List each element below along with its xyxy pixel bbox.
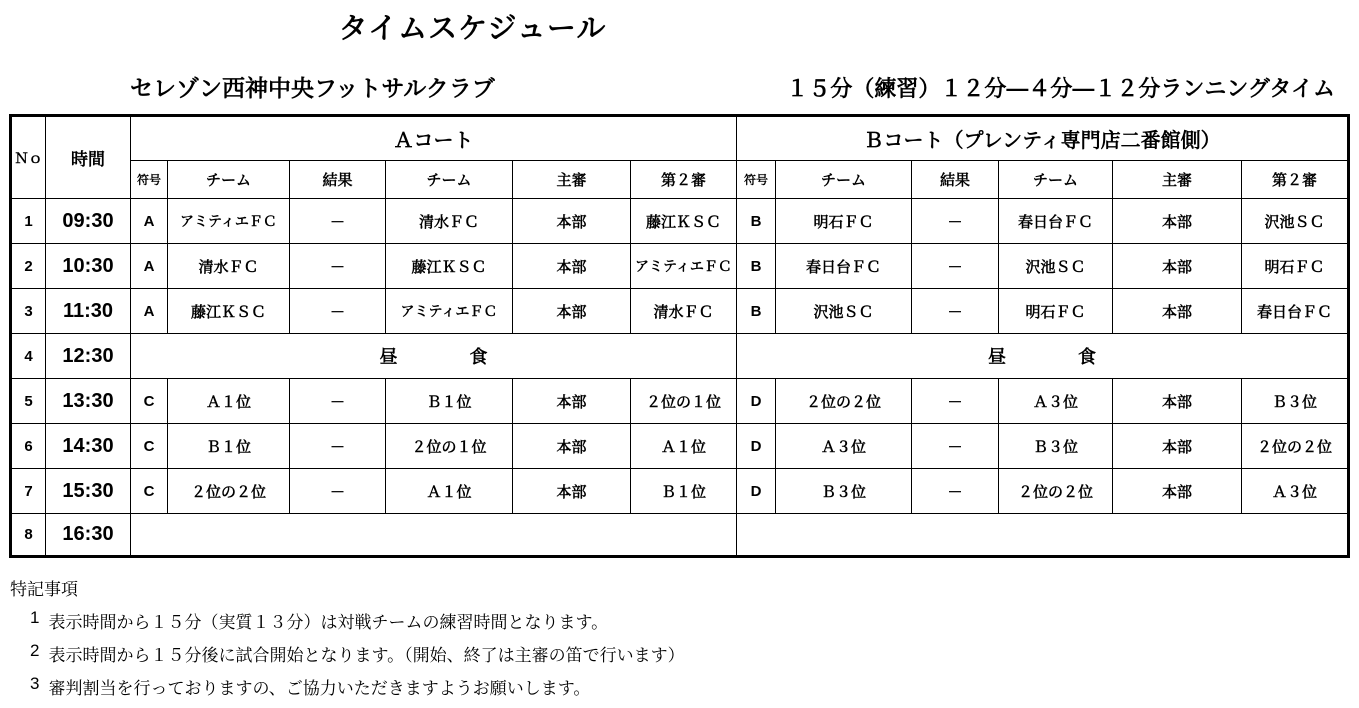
cell-b-team2: Ｂ３位 — [999, 424, 1113, 469]
cell-a-second-referee: Ｂ１位 — [631, 469, 737, 514]
note-text: 表示時間から１５分（実質１３分）は対戦チームの練習時間となります。 — [48, 613, 609, 632]
header-court-b: Ｂコート（プレンティ専門店二番館側） — [737, 116, 1349, 161]
cell-b-code: D — [737, 469, 776, 514]
header-b-team1: チーム — [776, 161, 912, 199]
cell-no: 2 — [11, 244, 46, 289]
cell-b-referee: 本部 — [1113, 424, 1242, 469]
page-title: タイムスケジュール — [338, 13, 607, 45]
note-item — [10, 608, 1359, 633]
cell-a-team1: Ａ１位 — [168, 379, 290, 424]
header-b-team2: チーム — [999, 161, 1113, 199]
cell-a-team2: ２位の１位 — [386, 424, 513, 469]
table-row — [11, 379, 1349, 424]
header-court-a: Ａコート — [131, 116, 737, 161]
header-b-result: 結果 — [912, 161, 999, 199]
cell-a-empty — [131, 514, 737, 557]
cell-time: 11:30 — [46, 289, 131, 334]
note-item — [10, 641, 1359, 666]
cell-b-result: － — [912, 199, 999, 244]
cell-time: 13:30 — [46, 379, 131, 424]
cell-b-team1: 沢池ＳＣ — [776, 289, 912, 334]
cell-a-team1: ２位の２位 — [168, 469, 290, 514]
note-text: 表示時間から１５分後に試合開始となります。（開始、終了は主審の笛で行います） — [48, 646, 685, 665]
cell-a-team2: 藤江ＫＳＣ — [386, 244, 513, 289]
header-no: Ｎｏ — [11, 116, 46, 199]
club-name: セレゾン西神中央フットサルクラブ — [130, 75, 495, 101]
cell-b-result: － — [912, 244, 999, 289]
cell-a-second-referee: 藤江ＫＳＣ — [631, 199, 737, 244]
cell-a-second-referee: ２位の１位 — [631, 379, 737, 424]
cell-b-result: － — [912, 424, 999, 469]
table-row — [11, 289, 1349, 334]
header-b-second-referee: 第２審 — [1242, 161, 1349, 199]
cell-no: 1 — [11, 199, 46, 244]
cell-b-second-referee: 春日台ＦＣ — [1242, 289, 1349, 334]
cell-b-lunch: 昼 食 — [737, 334, 1349, 379]
note-item — [10, 674, 1359, 699]
header-a-team2: チーム — [386, 161, 513, 199]
cell-b-second-referee: Ｂ３位 — [1242, 379, 1349, 424]
cell-a-referee: 本部 — [513, 379, 631, 424]
header-a-second-referee: 第２審 — [631, 161, 737, 199]
cell-a-result: － — [290, 199, 386, 244]
cell-no: 4 — [11, 334, 46, 379]
cell-time: 14:30 — [46, 424, 131, 469]
cell-b-result: － — [912, 379, 999, 424]
cell-b-second-referee: ２位の２位 — [1242, 424, 1349, 469]
note-number: 3 — [30, 674, 40, 693]
cell-no: 6 — [11, 424, 46, 469]
cell-b-team1: ２位の２位 — [776, 379, 912, 424]
cell-b-referee: 本部 — [1113, 199, 1242, 244]
note-number: 2 — [30, 641, 40, 660]
cell-a-referee: 本部 — [513, 424, 631, 469]
cell-a-result: － — [290, 244, 386, 289]
table-row — [11, 424, 1349, 469]
cell-a-team1: 清水ＦＣ — [168, 244, 290, 289]
cell-no: 3 — [11, 289, 46, 334]
cell-a-team2: アミティエＦＣ — [386, 289, 513, 334]
cell-b-team1: 明石ＦＣ — [776, 199, 912, 244]
schedule-table — [9, 114, 1350, 558]
cell-a-second-referee: アミティエＦＣ — [631, 244, 737, 289]
cell-a-second-referee: Ａ１位 — [631, 424, 737, 469]
cell-a-code: A — [131, 289, 168, 334]
header-a-result: 結果 — [290, 161, 386, 199]
cell-a-code: A — [131, 244, 168, 289]
cell-b-team2: 春日台ＦＣ — [999, 199, 1113, 244]
cell-a-referee: 本部 — [513, 469, 631, 514]
cell-time: 16:30 — [46, 514, 131, 557]
cell-a-result: － — [290, 379, 386, 424]
cell-b-team1: 春日台ＦＣ — [776, 244, 912, 289]
cell-b-referee: 本部 — [1113, 469, 1242, 514]
cell-a-team1: アミティエＦＣ — [168, 199, 290, 244]
cell-b-second-referee: 沢池ＳＣ — [1242, 199, 1349, 244]
cell-a-result: － — [290, 424, 386, 469]
cell-b-empty — [737, 514, 1349, 557]
cell-no: 5 — [11, 379, 46, 424]
cell-a-code: A — [131, 199, 168, 244]
cell-a-team1: 藤江ＫＳＣ — [168, 289, 290, 334]
header-a-referee: 主審 — [513, 161, 631, 199]
note-number: 1 — [30, 608, 40, 627]
header-a-team1: チーム — [168, 161, 290, 199]
cell-b-code: B — [737, 289, 776, 334]
cell-b-team2: ２位の２位 — [999, 469, 1113, 514]
cell-b-team1: Ａ３位 — [776, 424, 912, 469]
cell-b-referee: 本部 — [1113, 244, 1242, 289]
cell-b-team2: Ａ３位 — [999, 379, 1113, 424]
cell-b-team1: Ｂ３位 — [776, 469, 912, 514]
cell-a-code: C — [131, 379, 168, 424]
cell-a-second-referee: 清水ＦＣ — [631, 289, 737, 334]
cell-b-referee: 本部 — [1113, 379, 1242, 424]
cell-a-team2: Ｂ１位 — [386, 379, 513, 424]
cell-a-result: － — [290, 469, 386, 514]
match-time-format: １５分（練習）１２分―４分―１２分ランニングタイム — [786, 76, 1335, 101]
notes-section — [10, 575, 1359, 699]
cell-a-referee: 本部 — [513, 199, 631, 244]
cell-b-second-referee: 明石ＦＣ — [1242, 244, 1349, 289]
cell-b-code: B — [737, 199, 776, 244]
cell-a-team2: 清水ＦＣ — [386, 199, 513, 244]
cell-a-code: C — [131, 469, 168, 514]
cell-b-result: － — [912, 469, 999, 514]
header-b-code: 符号 — [737, 161, 776, 199]
notes-heading: 特記事項 — [10, 580, 78, 599]
cell-no: 8 — [11, 514, 46, 557]
cell-b-code: D — [737, 424, 776, 469]
cell-time: 15:30 — [46, 469, 131, 514]
cell-b-result: － — [912, 289, 999, 334]
cell-a-result: － — [290, 289, 386, 334]
table-row — [11, 244, 1349, 289]
cell-a-code: C — [131, 424, 168, 469]
cell-b-code: B — [737, 244, 776, 289]
table-row — [11, 199, 1349, 244]
cell-b-referee: 本部 — [1113, 289, 1242, 334]
table-row — [11, 469, 1349, 514]
cell-a-referee: 本部 — [513, 289, 631, 334]
cell-b-code: D — [737, 379, 776, 424]
cell-time: 09:30 — [46, 199, 131, 244]
header-time: 時間 — [46, 116, 131, 199]
header-a-code: 符号 — [131, 161, 168, 199]
table-row-lunch — [11, 334, 1349, 379]
cell-b-second-referee: Ａ３位 — [1242, 469, 1349, 514]
table-row-final — [11, 514, 1349, 557]
note-text: 審判割当を行っておりますの、ご協力いただきますようお願いします。 — [48, 679, 591, 698]
cell-a-lunch: 昼 食 — [131, 334, 737, 379]
cell-a-referee: 本部 — [513, 244, 631, 289]
cell-b-team2: 沢池ＳＣ — [999, 244, 1113, 289]
cell-a-team2: Ａ１位 — [386, 469, 513, 514]
subtitle-row — [0, 69, 1359, 103]
cell-no: 7 — [11, 469, 46, 514]
cell-a-team1: Ｂ１位 — [168, 424, 290, 469]
cell-b-team2: 明石ＦＣ — [999, 289, 1113, 334]
cell-time: 12:30 — [46, 334, 131, 379]
cell-time: 10:30 — [46, 244, 131, 289]
header-b-referee: 主審 — [1113, 161, 1242, 199]
